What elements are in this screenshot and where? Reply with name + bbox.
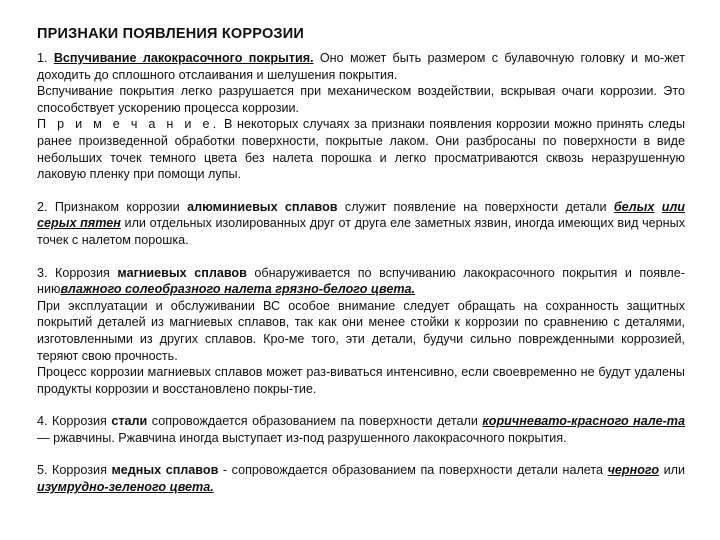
- section-2-paragraph: [37, 199, 685, 249]
- section-1-term: Вспучивание лакокрасочного покрытия.: [53, 51, 314, 65]
- section-3-mid: обнаруживается по вспучиванию лакокрасочного покрытия и появле-нию: [37, 265, 685, 297]
- section-1-number: 1.: [37, 51, 54, 65]
- section-2-mid: служит появление на поверхности детали: [337, 199, 614, 214]
- section-3-prefix: 3. Коррозия: [37, 265, 118, 280]
- section-3-highlight: влажного солеобразного налета грязно-белого цвета.: [60, 282, 416, 297]
- section-3-paragraph-3: Процесс коррозии магниевых сплавов может раз-виваться интенсивно, если своевременно не будут удалены продукты коррозии и восстановлено покры-тие.: [37, 365, 685, 396]
- section-5-highlight-1: черного: [607, 463, 660, 478]
- section-3-paragraph-2: При эксплуатации и обслуживании ВС особое внимание следует обращать на сохранность защитных покрытий деталей из магниевых сплавов, так как они менее стойки к коррозии по сравнению с деталями, изготовленными из других сплавов. Кро-ме того, эти детали, будучи сильно поврежденными коррозией, теряют свою прочность.: [37, 298, 685, 363]
- section-2-term: алюминиевых сплавов: [187, 199, 338, 214]
- section-4-highlight: коричневато-красного нале-та: [482, 414, 686, 429]
- section-5-highlight-2: изумрудно-зеленого цвета.: [37, 480, 214, 495]
- section-1-text: Оно может быть размером с булавочную головку и мо-жет доходить до сплошного отслаивания и шелушения покрытия.: [37, 51, 685, 82]
- section-5-mid: - сопровождается образованием па поверхности детали налета: [218, 463, 608, 478]
- note-text: В некоторых случаях за признаки появления коррозии можно принять следы ранее произведенной обработки поверхности, покрытые лаком. Они разбросаны по поверхности в виде небольших точек темного цвета без налета порошка и легко просматриваются сквозь неразрушенную лаковую пленку при помощи лупы.: [37, 117, 685, 182]
- section-4-rest: — ржавчины. Ржавчина иногда выступает из-под разрушенного лакокрасочного покрытия.: [37, 430, 567, 445]
- section-2-or: [654, 200, 661, 214]
- section-2-rest: или отдельных изолированных друг от друга еле заметных язвин, иногда имеющих вид черных точек с налетом порошка.: [37, 216, 685, 247]
- section-5-term: медных сплавов: [111, 463, 219, 478]
- section-4-term: стали: [111, 414, 148, 429]
- section-5-paragraph: [37, 462, 685, 495]
- section-4-paragraph: [37, 413, 685, 446]
- note-label: П р и м е ч а н и е.: [37, 117, 220, 132]
- page-title: ПРИЗНАКИ ПОЯВЛЕНИЯ КОРРОЗИИ: [37, 26, 304, 42]
- section-2-highlight-1: белых: [613, 199, 655, 214]
- section-5-or: или: [659, 463, 686, 478]
- section-5-prefix: 5. Коррозия: [37, 463, 112, 478]
- section-4-prefix: 4. Коррозия: [37, 414, 112, 429]
- section-3-paragraph: [37, 265, 685, 298]
- section-1-paragraph: [37, 50, 685, 83]
- section-4-mid: сопровождается образованием па поверхности детали: [147, 414, 483, 429]
- section-1-note: [37, 116, 685, 182]
- section-2-highlight-2: или серых пятен: [37, 199, 685, 231]
- section-2-prefix: 2. Признаком коррозии: [37, 199, 188, 214]
- section-1-paragraph-2: Вспучивание покрытия легко разрушается при механическом воздействии, вскрывая очаги коррозии. Это способствует ускорению процесса коррозии.: [37, 84, 685, 115]
- section-3-term: магниевых сплавов: [117, 265, 247, 280]
- document-page: [37, 26, 685, 496]
